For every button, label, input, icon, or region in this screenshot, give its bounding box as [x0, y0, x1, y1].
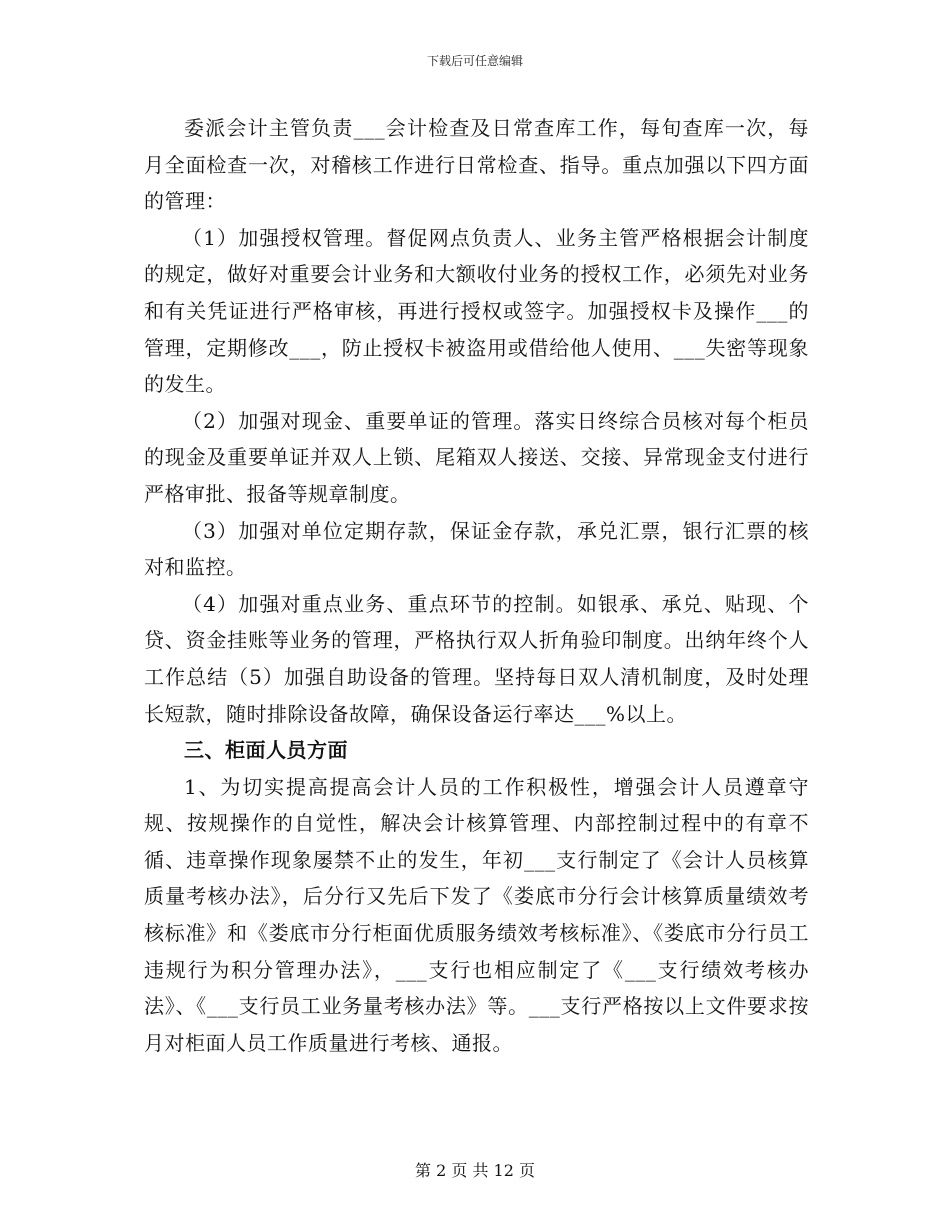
- document-body: [144, 110, 809, 1061]
- paragraph-intro: 委派会计主管负责___会计检查及日常查库工作，每旬查库一次，每月全面检查一次，对稽核工作进行日常检查、指导。重点加强以下四方面的管理：: [144, 116, 809, 214]
- page-footer: 第 2 页 共 12 页: [415, 1161, 535, 1180]
- paragraph-counter-staff: 1、为切实提高提高会计人员的工作积极性，增强会计人员遵章守规、按规操作的自觉性，解决会计核算管理、内部控制过程中的有章不循、违章操作现象屡禁不止的发生，年初___支行制定了《会计人员核算质量考核办法》，后分行又先后下发了《娄底市分行会计核算质量绩效考核标准》和《娄底市分行柜面优质服务绩效考核标准》、《娄底市分行员工违规行为积分管理办法》，___支行也相应制定了《___支行绩效考核办法》、《___支行员工业务量考核办法》等。___支行严格按以上文件要求按月对柜面人员工作质量进行考核、通报。: [144, 774, 809, 1055]
- list-item-key-business-control: （4）加强对重点业务、重点环节的控制。如银承、承兑、贴现、个贷、资金挂账等业务的管理，严格执行双人折角验印制度。出纳年终个人工作总结（5）加强自助设备的管理。坚持每日双人清机制度，及时处理长短款，随时排除设备故障，确保设备运行率达___%以上。: [144, 591, 809, 726]
- list-item-deposit-monitoring: （3）加强对单位定期存款，保证金存款，承兑汇票，银行汇票的核对和监控。: [144, 518, 809, 580]
- page-header: 下载后可任意编辑: [426, 54, 523, 68]
- list-item-authorization: （1）加强授权管理。督促网点负责人、业务主管严格根据会计制度的规定，做好对重要会计业务和大额收付业务的授权工作，必须先对业务和有关凭证进行严格审核，再进行授权或签字。加强授权卡及操作___的管理，定期修改___，防止授权卡被盗用或借给他人使用、___失密等现象的发生。: [144, 225, 809, 397]
- section-heading-counter-staff: 三、柜面人员方面: [184, 738, 348, 763]
- list-item-cash-management: （2）加强对现金、重要单证的管理。落实日终综合员核对每个柜员的现金及重要单证并双人上锁、尾箱双人接送、交接、异常现金支付进行严格审批、报备等规章制度。: [144, 408, 809, 506]
